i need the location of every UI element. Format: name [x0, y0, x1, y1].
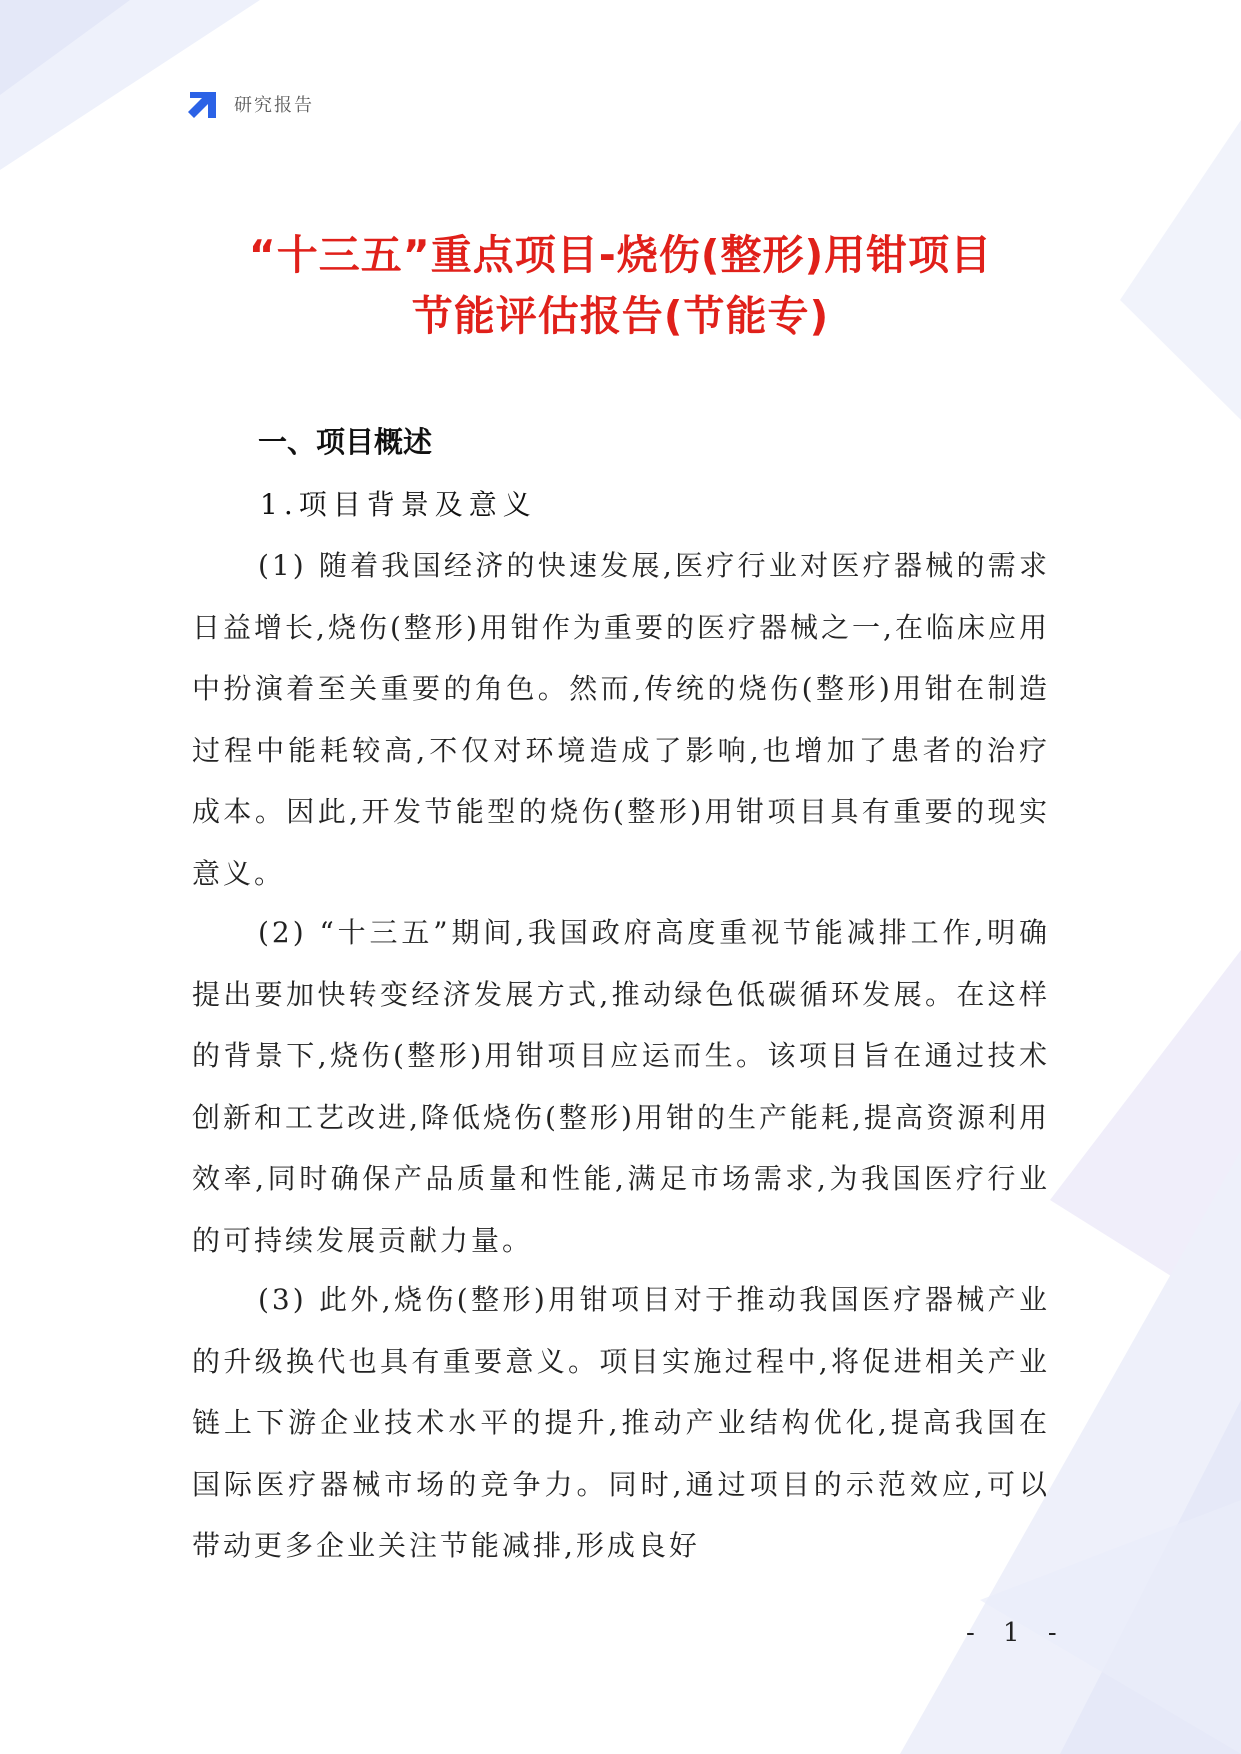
report-header: [186, 86, 314, 122]
document-title-line-2: 节能评估报告(节能专): [411, 292, 830, 340]
document-title-line-1: “十三五”重点项目-烧伤(整形)用钳项目: [248, 231, 993, 279]
paragraph-1: (1) 随着我国经济的快速发展,医疗行业对医疗器械的需求日益增长,烧伤(整形)用钳作为重要的医疗器械之一,在临床应用中扮演着至关重要的角色。然而,传统的烧伤(整形)用钳在制造过程中能耗较高,不仅对环境造成了影响,也增加了患者的治疗成本。因此,开发节能型的烧伤(整形)用钳项目具有重要的现实意义。: [192, 549, 1050, 890]
page-number: - 1 -: [966, 1618, 1067, 1648]
arrow-up-right-icon: [186, 86, 222, 122]
paragraph-2: (2) “十三五”期间,我国政府高度重视节能减排工作,明确提出要加快转变经济发展方式,推动绿色低碳循环发展。在这样的背景下,烧伤(整形)用钳项目应运而生。该项目旨在通过技术创新和工艺改进,降低烧伤(整形)用钳的生产能耗,提高资源利用效率,同时确保产品质量和性能,满足市场需求,为我国医疗行业的可持续发展贡献力量。: [192, 916, 1050, 1257]
subsection-heading: 1.项目背景及意义: [260, 488, 537, 521]
section-heading: 一、项目概述: [258, 425, 433, 459]
paragraph-3: (3) 此外,烧伤(整形)用钳项目对于推动我国医疗器械产业的升级换代也具有重要意义。项目实施过程中,将促进相关产业链上下游企业技术水平的提升,推动产业结构优化,提高我国在国际医疗器械市场的竞争力。同时,通过项目的示范效应,可以带动更多企业关注节能减排,形成良好: [192, 1283, 1050, 1562]
header-label: 研究报告: [234, 95, 314, 116]
